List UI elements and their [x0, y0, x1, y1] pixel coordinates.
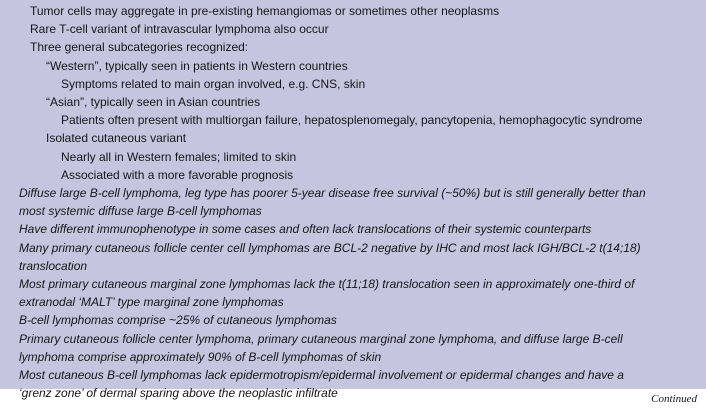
list-item: Three general subcategories recognized:: [30, 40, 249, 55]
list-item: Associated with a more favorable prognosis: [61, 167, 294, 182]
list-item: Symptoms related to main organ involved, e.g. CNS, skin: [61, 76, 366, 91]
note-line: Most primary cutaneous marginal zone lymphomas lack the t(11;18) translocation seen in approximately one-third of: [19, 277, 635, 292]
note-line: lymphoma comprise approximately 90% of B-cell lymphomas of skin: [19, 349, 382, 364]
note-line: extranodal ‘MALT’ type marginal zone lymphomas: [19, 295, 284, 310]
note-line: Diffuse large B-cell lymphoma, leg type has poorer 5-year disease free survival (~50%) but is still generally better than: [19, 186, 646, 201]
list-item: Tumor cells may aggregate in pre-existing hemangiomas or sometimes other neoplasms: [30, 4, 500, 18]
list-item: Nearly all in Western females; limited to skin: [61, 149, 297, 164]
note-line: most systemic diffuse large B-cell lymphomas: [19, 204, 262, 219]
list-item: Patients often present with multiorgan failure, hepatosplenomegaly, pancytopenia, hemophagocytic syndrome: [61, 113, 643, 128]
note-line: translocation: [19, 258, 88, 273]
note-line: Primary cutaneous follicle center lymphoma, primary cutaneous marginal zone lymphoma, and diffuse large B-cell: [19, 331, 623, 346]
list-item: “Asian”, typically seen in Asian countries: [46, 95, 261, 110]
list-item: Rare T-cell variant of intravascular lymphoma also occur: [30, 22, 329, 37]
note-line: ‘grenz zone’ of dermal sparing above the neoplastic infiltrate: [19, 386, 338, 401]
list-item: Isolated cutaneous variant: [46, 131, 187, 146]
list-item: “Western”, typically seen in patients in Western countries: [46, 58, 348, 73]
note-line: B-cell lymphomas comprise ~25% of cutaneous lymphomas: [19, 313, 337, 328]
continued-label: Continued: [651, 393, 697, 405]
note-line: Have different immunophenotype in some cases and often lack translocations of their systemic counterparts: [19, 222, 592, 237]
note-line: Many primary cutaneous follicle center cell lymphomas are BCL-2 negative by IHC and most lack IGH/BCL-2 t(14;18): [19, 240, 641, 255]
note-line: Most cutaneous B-cell lymphomas lack epidermotropism/epidermal involvement or epidermal changes and have a: [19, 368, 624, 383]
